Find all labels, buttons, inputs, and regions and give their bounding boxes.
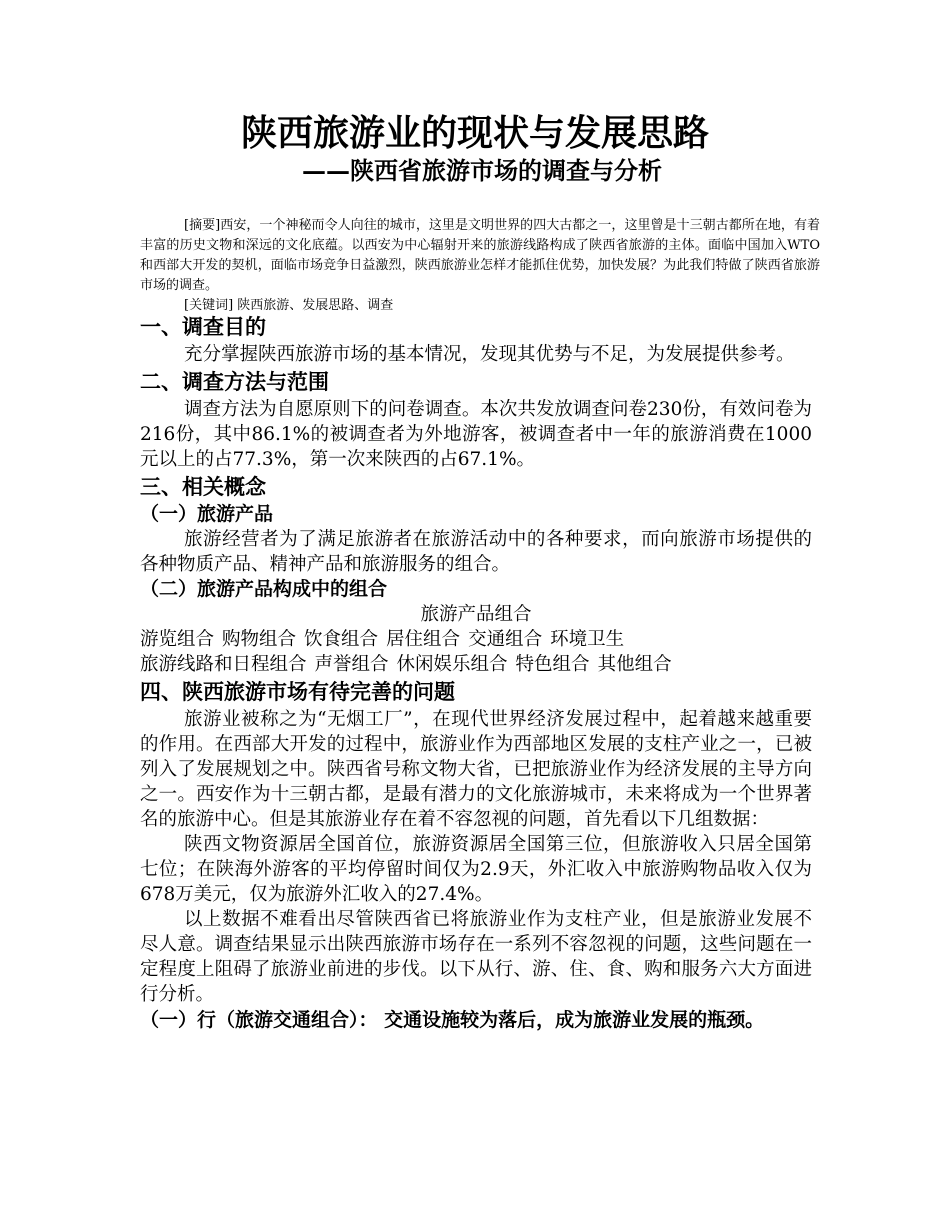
combination-item: 游览组合 <box>140 629 215 650</box>
combination-item: 居住组合 <box>386 629 461 650</box>
combination-item: 其他组合 <box>597 654 672 675</box>
combination-item: 购物组合 <box>222 629 297 650</box>
section-heading-concepts: 三、相关概念 <box>140 475 266 499</box>
section-heading-purpose: 一、调查目的 <box>140 315 266 339</box>
abstract-block <box>140 216 820 316</box>
combination-item: 特色组合 <box>515 654 590 675</box>
section-paragraph-problems-2: 陕西文物资源居全国首位，旅游资源居全国第三位，但旅游收入只居全国第七位；在陕海外游客的平均停留时间仅为2.9天，外汇收入中旅游购物品收入仅为678万美元，仅为旅游外汇收入的27.4%。 <box>140 834 812 905</box>
combination-item: 环境卫生 <box>550 629 625 650</box>
abstract-summary: [摘要]西安，一个神秘而令人向往的城市，这里是文明世界的四大古都之一，这里曾是十三朝古都所在地，有着丰富的历史文物和深远的文化底蕴。以西安为中心辐射开来的旅游线路构成了陕西省旅游的主体。面临中国加入WTO和西部大开发的契机，面临市场竞争日益激烈，陕西旅游业怎样才能抓住优势，加快发展？为此我们特做了陕西省旅游市场的调查。 <box>140 218 820 293</box>
subsection-heading-transport: （一）行（旅游交通组合）： 交通设施较为落后，成为旅游业发展的瓶颈。 <box>140 1009 765 1031</box>
document-title: 陕西旅游业的现状与发展思路 <box>240 113 709 154</box>
document-subtitle: ——陕西省旅游市场的调查与分析 <box>302 156 662 185</box>
subsection-heading-product-combination: （二）旅游产品构成中的组合 <box>140 578 388 600</box>
section-paragraph-problems-3: 以上数据不难看出尽管陕西省已将旅游业作为支柱产业，但是旅游业发展不尽人意。调查结果显示出陕西旅游市场存在一系列不容忽视的问题，这些问题在一定程度上阻碍了旅游业前进的步伐。以下从行、游、住、食、购和服务六大方面进行分析。 <box>140 909 812 1005</box>
section-heading-method: 二、调查方法与范围 <box>140 370 329 394</box>
section-paragraph-problems-1: 旅游业被称之为“无烟工厂”，在现代世界经济发展过程中，起着越来越重要的作用。在西部大开发的过程中，旅游业作为西部地区发展的支柱产业之一，已被列入了发展规划之中。陕西省号称文物大省，已把旅游业作为经济发展的主导方向之一。西安作为十三朝古都，是最有潜力的文化旅游城市，未来将成为一个世界著名的旅游中心。但是其旅游业存在着不容忽视的问题，首先看以下几组数据： <box>140 709 812 830</box>
combination-item: 饮食组合 <box>304 629 379 650</box>
combination-item: 旅游线路和日程组合 <box>140 654 307 675</box>
subsection-paragraph-tourism-product: 旅游经营者为了满足旅游者在旅游活动中的各种要求，而向旅游市场提供的各种物质产品、精神产品和旅游服务的组合。 <box>140 529 812 575</box>
combination-title: 旅游产品组合 <box>420 604 532 625</box>
section-paragraph-purpose: 充分掌握陕西旅游市场的基本情况，发现其优势与不足，为发展提供参考。 <box>184 344 795 365</box>
combination-item: 休闲娱乐组合 <box>396 654 508 675</box>
section-paragraph-method: 调查方法为自愿原则下的问卷调查。本次共发放调查问卷230份，有效问卷为216份，其中86.1%的被调查者为外地游客，被调查者中一年的旅游消费在1000元以上的占77.3%，第一次来陕西的占67.1%。 <box>140 399 812 470</box>
combination-item: 交通组合 <box>468 629 543 650</box>
combination-row-1 <box>140 627 812 652</box>
document-body <box>140 312 812 1034</box>
combination-item: 声誉组合 <box>314 654 389 675</box>
abstract-keywords: [关键词] 陕西旅游、发展思路、调查 <box>184 298 394 313</box>
combination-row-2 <box>140 652 812 677</box>
subsection-heading-tourism-product: （一）旅游产品 <box>140 503 274 525</box>
section-heading-problems: 四、陕西旅游市场有待完善的问题 <box>140 680 455 704</box>
